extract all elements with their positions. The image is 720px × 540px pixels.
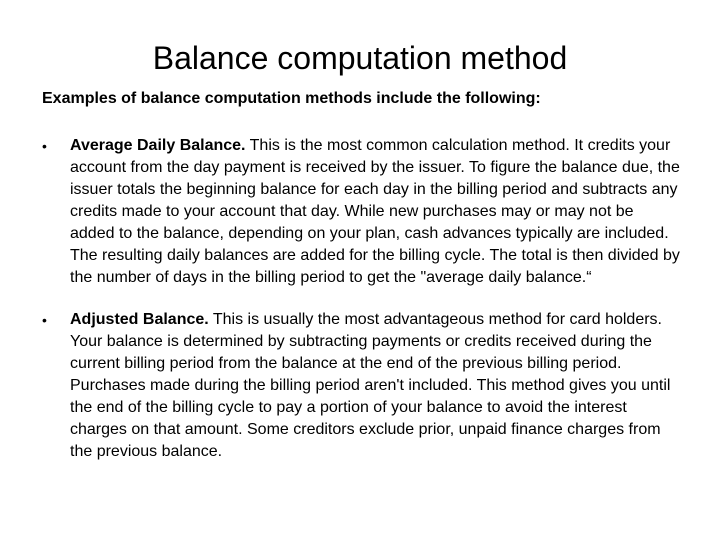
bullet-list <box>0 135 720 483</box>
bullet-item-average-daily-balance <box>0 135 720 289</box>
bullet-item-adjusted-balance <box>0 309 720 463</box>
intro-text: Examples of balance computation methods include the following: <box>42 90 541 107</box>
slide-title: Balance computation method <box>152 40 568 76</box>
bullet-term: Average Daily Balance. <box>70 137 246 154</box>
bullet-text: This is usually the most advantageous method for card holders. Your balance is determined by subtracting payments or credits received during the current billing period from the balance at the end of the previous billing period. Purchases made during the billing period aren't included. This method gives you until the end of the billing cycle to pay a portion of your balance to avoid the interest charges on that amount. Some creditors exclude prior, unpaid finance charges from the previous balance. <box>70 311 671 460</box>
bullet-text: This is the most common calculation method. It credits your account from the day payment is received by the issuer. To figure the balance due, the issuer totals the beginning balance for each day in the billing period and subtracts any credits made to your account that day. While new purchases may or may not be added to the balance, depending on your plan, cash advances typically are included. The resulting daily balances are added for the billing cycle. The total is then divided by the number of days in the billing period to get the "average daily balance.“ <box>70 137 680 286</box>
bullet-term: Adjusted Balance. <box>70 311 209 328</box>
bullet-icon: • <box>42 312 47 328</box>
bullet-icon: • <box>42 138 47 154</box>
